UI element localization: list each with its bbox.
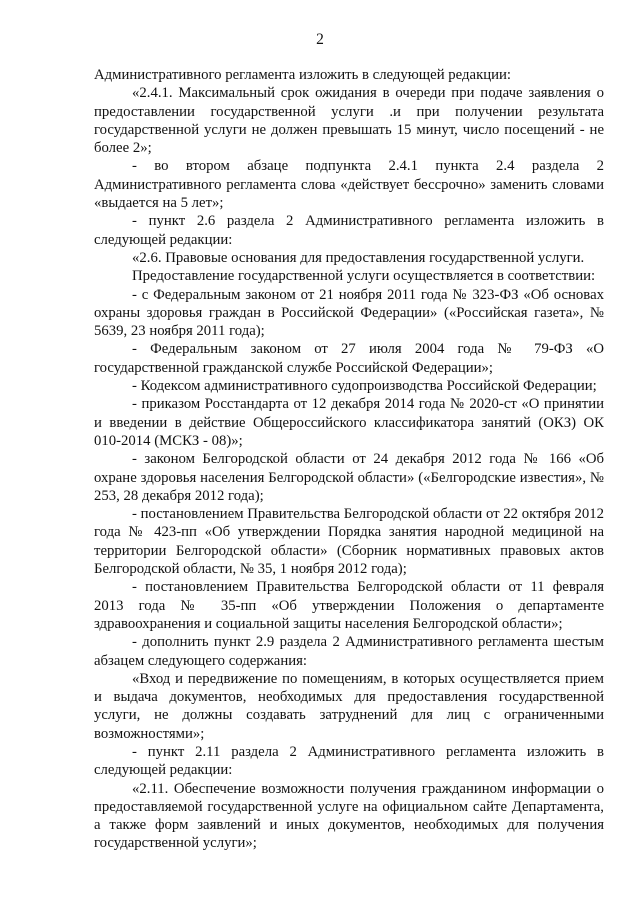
paragraph: - во втором абзаце подпункта 2.4.1 пункта 2.4 раздела 2 Административного регламента слова «действует бессрочно» заменить словами «выдается на 5 лет»;: [94, 158, 604, 212]
paragraph: «2.4.1. Максимальный срок ожидания в очереди при подаче заявления о предоставлении государственной услуги .и при получении результата государственной услуги не должен превышать 15 минут, число посещений - не более 2»;: [94, 85, 604, 157]
paragraph: - Федеральным законом от 27 июля 2004 года № 79-ФЗ «О государственной гражданской службе Российской Федерации»;: [94, 341, 604, 376]
paragraph: «2.6. Правовые основания для предоставления государственной услуги.: [132, 249, 585, 266]
paragraph: - пункт 2.6 раздела 2 Административного регламента изложить в следующей редакции:: [94, 213, 604, 248]
paragraph: - законом Белгородской области от 24 декабря 2012 года № 166 «Об охране здоровья населения Белгородской области» («Белгородские известия», № 253, 28 декабря 2012 года);: [94, 451, 604, 504]
paragraph: Предоставление государственной услуги осуществляется в соответствии:: [132, 268, 596, 285]
paragraph: - Кодексом административного судопроизводства Российской Федерации;: [132, 378, 597, 395]
paragraph: «2.11. Обеспечение возможности получения гражданином информации о предоставляемой государственной услуге на официальном сайте Департамента, а также форм заявлений и иных документов, необходимых для получения государственной услуги»;: [94, 780, 604, 852]
page-number: 2: [316, 31, 324, 48]
paragraph: - постановлением Правительства Белгородской области от 11 февраля 2013 года № 35-пп «Об утверждении Положения о департаменте здравоохранения и социальной защиты населения Белгородской области»;: [94, 579, 604, 632]
paragraph: «Вход и передвижение по помещениям, в которых осуществляется прием и выдача документов, необходимых для предоставления государственной услуги, не должны создавать затруднений для лиц с ограниченными возможностями»;: [94, 670, 604, 742]
paragraph: Административного регламента изложить в следующей редакции:: [94, 67, 512, 83]
paragraph: - постановлением Правительства Белгородской области от 22 октября 2012 года № 423-пп «Об утверждении Порядка занятия народной медициной на территории Белгородской области» (Сборник нормативных правовых актов Белгородской области, № 35, 1 ноября 2012 года);: [94, 506, 604, 578]
paragraph: - дополнить пункт 2.9 раздела 2 Административного регламента шестым абзацем следующего содержания:: [94, 634, 604, 669]
paragraph: - пункт 2.11 раздела 2 Административного регламента изложить в следующей редакции:: [94, 743, 604, 779]
paragraph: - приказом Росстандарта от 12 декабря 2014 года № 2020-ст «О принятии и введении в действие Общероссийского классификатора занятий (ОКЗ) ОК 010-2014 (МСКЗ - 08)»;: [94, 396, 604, 449]
document-body: [94, 66, 604, 853]
paragraph: - с Федеральным законом от 21 ноября 2011 года № 323-ФЗ «Об основах охраны здоровья граждан в Российской Федерации» («Российская газета», № 5639, 23 ноября 2011 года);: [94, 286, 604, 340]
